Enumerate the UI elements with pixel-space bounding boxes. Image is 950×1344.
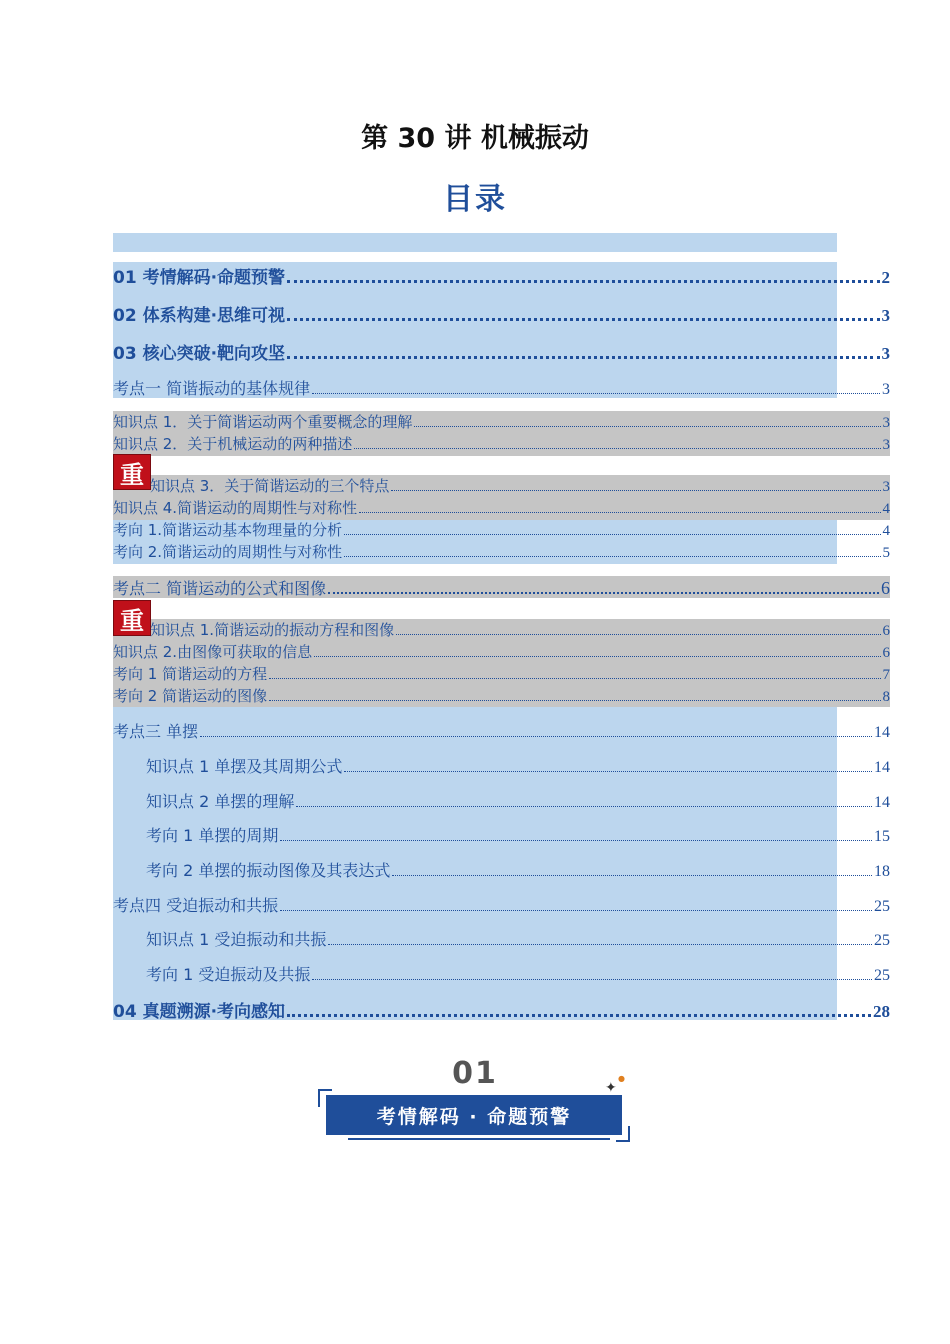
banner-underline (348, 1138, 610, 1140)
toc-heading: 目录 (443, 182, 507, 217)
banner-bracket-right (616, 1126, 630, 1142)
sparkle-icon: ✦ (605, 1080, 617, 1096)
toc-entry-direction[interactable]: 考向 1 单摆的周期 15 (146, 826, 890, 845)
toc-entry-direction[interactable]: 考向 2 单摆的振动图像及其表达式 18 (146, 861, 890, 880)
toc-entry-topic-4[interactable]: 考点四 受迫振动和共振 25 (113, 896, 890, 915)
toc-entry-direction[interactable]: 考向 1 简谐运动的方程 7 (113, 665, 890, 683)
toc-header-bar (113, 233, 837, 252)
key-point-badge: 重 (113, 454, 151, 490)
toc-entry-section-03[interactable]: 03 核心突破·靶向攻坚 3 (113, 344, 890, 364)
sparkle-icon: ● (618, 1074, 625, 1083)
toc-entry-knowledge[interactable]: 知识点 1.简谐运动的振动方程和图像 6 (150, 621, 890, 639)
section-number: 01 (452, 1056, 498, 1091)
toc-entry-direction[interactable]: 考向 2 简谐运动的图像 8 (113, 687, 890, 705)
toc-entry-section-01[interactable]: 01 考情解码·命题预警 2 (113, 268, 890, 288)
toc-entry-knowledge[interactable]: 知识点 2 单摆的理解 14 (146, 792, 890, 811)
toc-entry-topic-1[interactable]: 考点一 简谐振动的基体规律 3 (113, 379, 890, 398)
toc-entry-section-04[interactable]: 04 真题溯源·考向感知 28 (113, 1002, 890, 1022)
toc-entry-knowledge[interactable]: 知识点 1 受迫振动和共振 25 (146, 930, 890, 949)
toc-entry-knowledge[interactable]: 知识点 1 单摆及其周期公式 14 (146, 757, 890, 776)
document-title: 第 30 讲 机械振动 (361, 123, 589, 154)
toc-entry-section-02[interactable]: 02 体系构建·思维可视 3 (113, 306, 890, 326)
key-point-badge: 重 (113, 600, 151, 636)
toc-entry-topic-3[interactable]: 考点三 单摆 14 (113, 722, 890, 741)
toc-entry-knowledge[interactable]: 知识点 1．关于简谐运动两个重要概念的理解 3 (113, 413, 890, 431)
toc-entry-topic-2[interactable]: 考点二 简谐运动的公式和图像 6 (113, 578, 890, 598)
toc-entry-knowledge[interactable]: 知识点 3．关于简谐运动的三个特点 3 (150, 477, 890, 495)
toc-entry-knowledge[interactable]: 知识点 4.简谐运动的周期性与对称性 4 (113, 499, 890, 517)
section-banner: 考情解码 · 命题预警 (326, 1095, 622, 1135)
toc-entry-direction[interactable]: 考向 1.简谐运动基本物理量的分析 4 (113, 521, 890, 539)
toc-entry-knowledge[interactable]: 知识点 2．关于机械运动的两种描述 3 (113, 435, 890, 453)
toc-entry-knowledge[interactable]: 知识点 2.由图像可获取的信息 6 (113, 643, 890, 661)
toc-entry-direction[interactable]: 考向 2.简谐运动的周期性与对称性 5 (113, 543, 890, 561)
toc-entry-direction[interactable]: 考向 1 受迫振动及共振 25 (146, 965, 890, 984)
